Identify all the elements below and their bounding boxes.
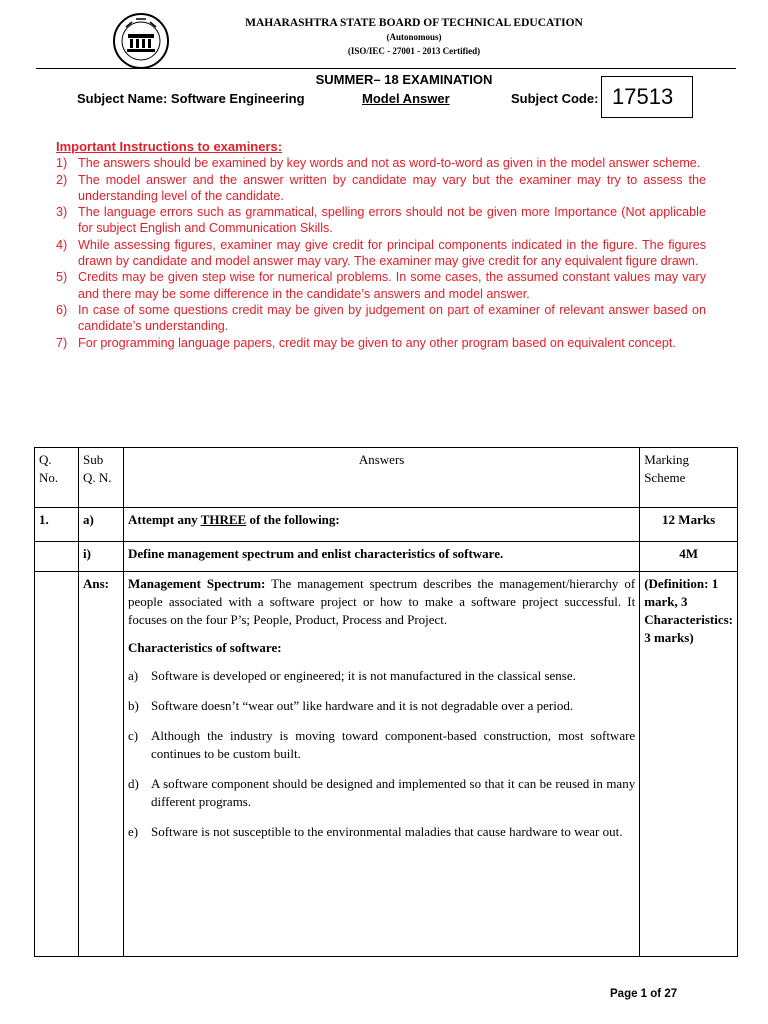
answer-label: Ans:	[79, 572, 124, 957]
question-marks: 4M	[640, 542, 738, 572]
subject-code-label: Subject Code:	[511, 91, 599, 106]
table-header-row	[35, 448, 738, 508]
exam-title: SUMMER– 18 EXAMINATION	[315, 72, 493, 87]
instruction-item: 6) In case of some questions credit may be given by judgement on part of examiner of relevant answer based on candidate’s understanding.	[56, 302, 706, 334]
instruction-item: 2) The model answer and the answer written by candidate may vary but the examiner may try to assess the understanding level of the candidate.	[56, 172, 706, 203]
board-name: MAHARASHTRA STATE BOARD OF TECHNICAL EDUCATION	[245, 17, 583, 29]
answer-body	[124, 572, 640, 957]
question-number: 1.	[35, 508, 79, 542]
page-number: Page 1 of 27	[610, 988, 678, 1000]
list-item: a) Software is developed or engineered; it is not manufactured in the classical sense.	[128, 668, 576, 683]
answer-table	[34, 447, 738, 957]
table-row	[35, 542, 738, 572]
header-divider	[36, 68, 736, 69]
table-row	[35, 572, 738, 957]
list-item: b) Software doesn’t “wear out” like hardware and it is not degradable over a period.	[128, 698, 574, 713]
header-marking: Marking Scheme	[640, 448, 738, 508]
sub-question-label: i)	[79, 542, 124, 572]
question-marks: 12 Marks	[640, 508, 738, 542]
question-text: Define management spectrum and enlist characteristics of software.	[124, 542, 640, 572]
marking-scheme-note: (Definition: 1 mark, 3 Characteristics: 3 marks)	[640, 572, 738, 957]
instructions-title: Important Instructions to examiners:	[56, 139, 283, 154]
subject-code-box: 17513	[601, 76, 693, 118]
instruction-item: 1) The answers should be examined by key words and not as word-to-word as given in the model answer scheme.	[56, 156, 701, 171]
list-item: e) Software is not susceptible to the environmental maladies that cause hardware to wear out.	[128, 824, 623, 839]
model-answer-label: Model Answer	[362, 91, 450, 106]
instruction-item: 7) For programming language papers, credit may be given to any other program based on equivalent concept.	[56, 335, 676, 350]
instruction-item: 5) Credits may be given step wise for numerical problems. In some cases, the assumed constant values may vary and there may be some difference in the candidate’s answers and model answer.	[56, 270, 706, 301]
subject-name: Subject Name: Software Engineering	[77, 91, 305, 106]
management-spectrum-definition: Management Spectrum: The management spectrum describes the management/hierarchy of people associated with a software project or how to make a software project successful. It focuses on the four P’s; People, Product, Process and Project.	[128, 576, 636, 627]
instruction-item: 4) While assessing figures, examiner may give credit for principal components indicated in the figure. The figures drawn by candidate and model answer may vary. The examiner may give credit for any equivalent figure drawn.	[56, 237, 706, 269]
instructions-list	[56, 155, 706, 351]
sub-question-label: a)	[79, 508, 124, 542]
header-answers: Answers	[124, 448, 640, 508]
msbte-logo	[112, 12, 170, 70]
instruction-item: 3) The language errors such as grammatical, spelling errors should not be given more Importance (Not applicable for subject English and Communication Skills.	[56, 205, 706, 236]
list-item: c) Although the industry is moving toward component-based construction, most software continues to be custom built.	[128, 728, 636, 761]
list-item: d) A software component should be designed and implemented so that it can be reused in many different programs.	[128, 776, 636, 809]
header-qno: Q. No.	[35, 448, 79, 508]
certification-label: (ISO/IEC - 27001 - 2013 Certified)	[347, 46, 481, 56]
examiner-instructions	[56, 139, 706, 351]
characteristics-title: Characteristics of software:	[128, 640, 282, 655]
autonomous-label: (Autonomous)	[386, 32, 442, 42]
header-subq: Sub Q. N.	[79, 448, 124, 508]
table-row	[35, 508, 738, 542]
characteristics-list	[128, 667, 635, 841]
question-instruction: Attempt any THREE of the following:	[124, 508, 640, 542]
board-header	[180, 16, 648, 58]
